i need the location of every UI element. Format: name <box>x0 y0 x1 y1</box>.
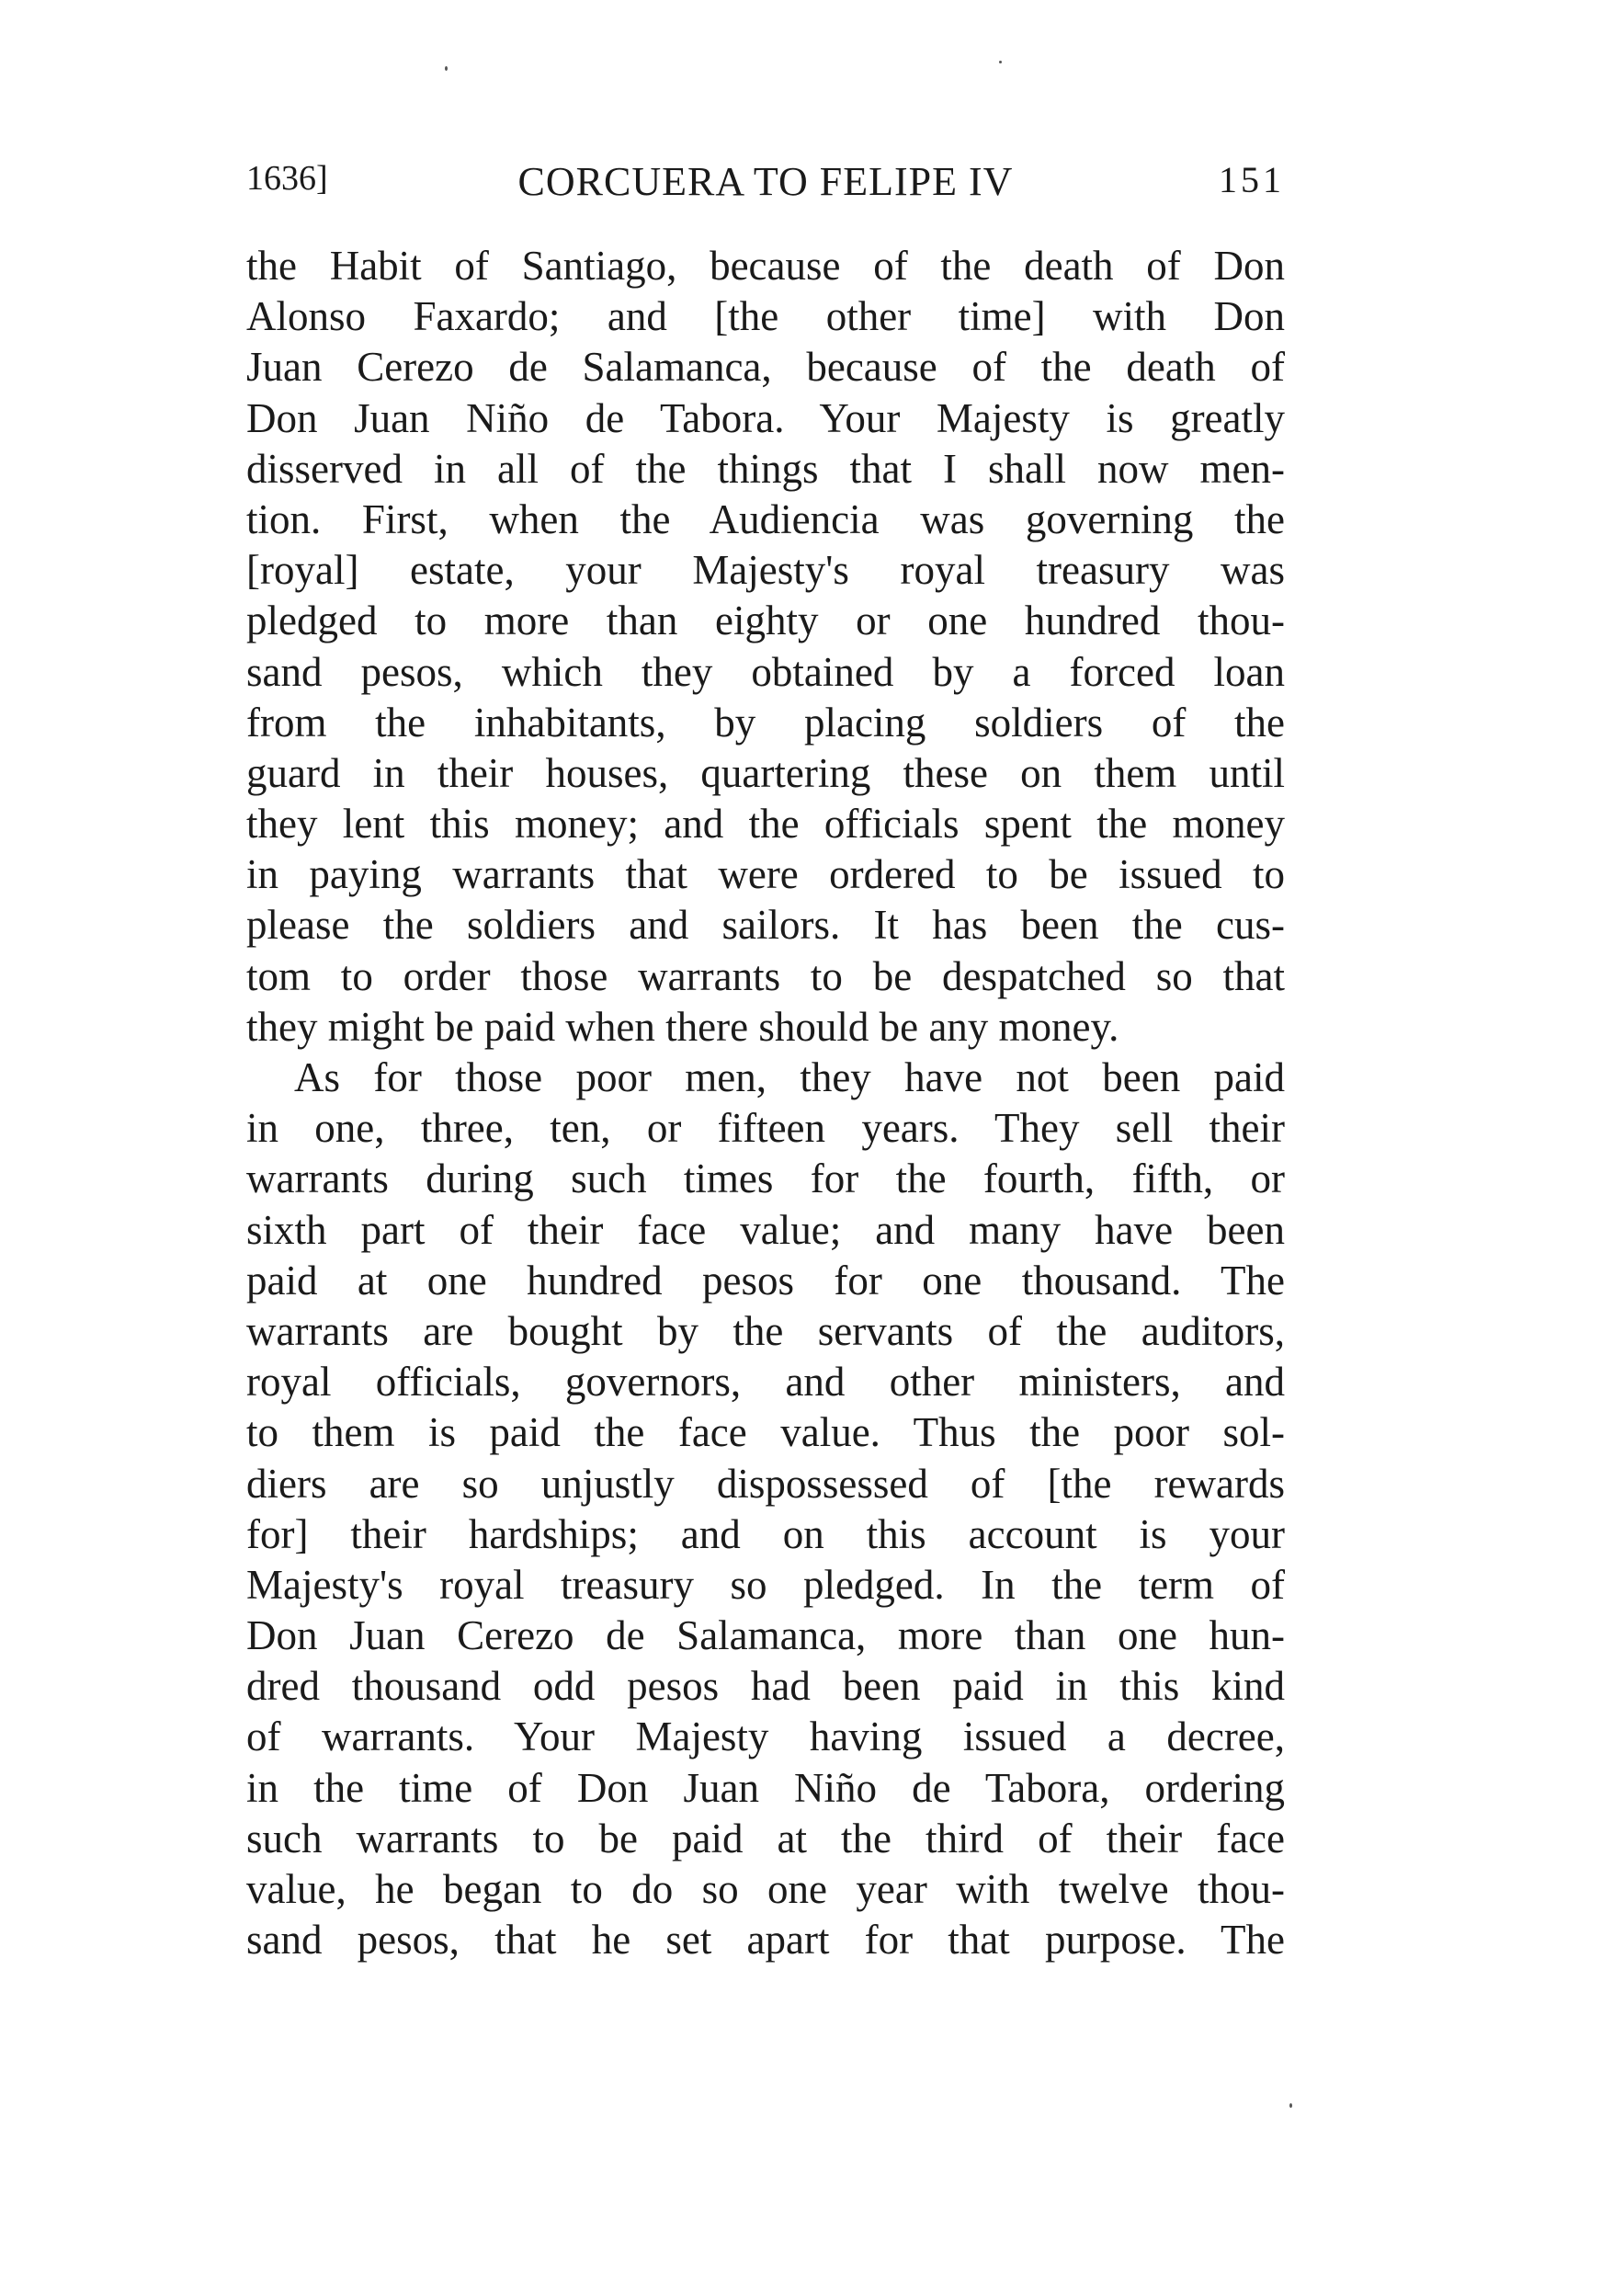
text-line: diers are so unjustly dispossessed of [the rewards <box>246 1460 1285 1507</box>
text-line: they might be paid when there should be any money. <box>246 1003 1119 1050</box>
text-line: tom to order those warrants to be despatched so that <box>246 952 1285 999</box>
text-line: sand pesos, that he set apart for that purpose. The <box>246 1917 1285 1964</box>
text-line: tion. First, when the Audiencia was governing the <box>246 495 1285 542</box>
running-title: CORCUERA TO FELIPE IV <box>517 159 1014 204</box>
running-header <box>246 158 1285 213</box>
text-line: warrants during such times for the fourth, fifth, or <box>246 1156 1285 1202</box>
body-text <box>246 241 1285 1965</box>
text-line: paid at one hundred pesos for one thousand. The <box>246 1257 1285 1304</box>
header-year: 1636] <box>246 159 328 198</box>
text-line: they lent this money; and the officials spent the money <box>246 801 1285 848</box>
text-line: warrants are bought by the servants of the auditors, <box>246 1307 1285 1354</box>
text-line: dred thousand odd pesos had been paid in this kind <box>246 1663 1285 1710</box>
text-line: of warrants. Your Majesty having issued a decree, <box>246 1713 1285 1760</box>
scan-speck <box>445 66 448 71</box>
text-line: value, he began to do so one year with twelve thou- <box>246 1866 1285 1912</box>
text-line: in paying warrants that were ordered to be issued to <box>246 851 1285 898</box>
text-line: royal officials, governors, and other ministers, and <box>246 1359 1285 1406</box>
text-line: for] their hardships; and on this account is your <box>246 1510 1285 1557</box>
scan-speck <box>999 61 1002 63</box>
text-line: sixth part of their face value; and many have been <box>246 1206 1285 1253</box>
text-line: to them is paid the face value. Thus the poor sol- <box>246 1409 1285 1456</box>
text-line: Majesty's royal treasury so pledged. In the term of <box>246 1561 1285 1608</box>
text-line: sand pesos, which they obtained by a forced loan <box>246 648 1285 695</box>
text-line: disserved in all of the things that I shall now men- <box>246 445 1285 492</box>
text-line: Don Juan Niño de Tabora. Your Majesty is greatly <box>246 394 1285 441</box>
text-line: Don Juan Cerezo de Salamanca, more than one hun- <box>246 1612 1285 1659</box>
scan-speck <box>1289 2103 1292 2108</box>
text-line: pledged to more than eighty or one hundred thou- <box>246 598 1285 644</box>
text-line: from the inhabitants, by placing soldiers of the <box>246 699 1285 746</box>
text-line: such warrants to be paid at the third of their face <box>246 1815 1285 1861</box>
text-line: please the soldiers and sailors. It has been the cus- <box>246 902 1285 949</box>
text-line: the Habit of Santiago, because of the death of Don <box>246 243 1285 289</box>
text-line: in the time of Don Juan Niño de Tabora, ordering <box>246 1764 1285 1811</box>
text-line: in one, three, ten, or fifteen years. They sell their <box>246 1105 1285 1152</box>
page-number: 151 <box>1219 159 1285 200</box>
text-line: guard in their houses, quartering these on them until <box>246 749 1285 796</box>
text-line: [royal] estate, your Majesty's royal treasury was <box>246 547 1285 594</box>
paragraph-start-line: As for those poor men, they have not been paid <box>294 1054 1285 1100</box>
text-line: Juan Cerezo de Salamanca, because of the death of <box>246 344 1285 391</box>
text-line: Alonso Faxardo; and [the other time] with Don <box>246 293 1285 340</box>
